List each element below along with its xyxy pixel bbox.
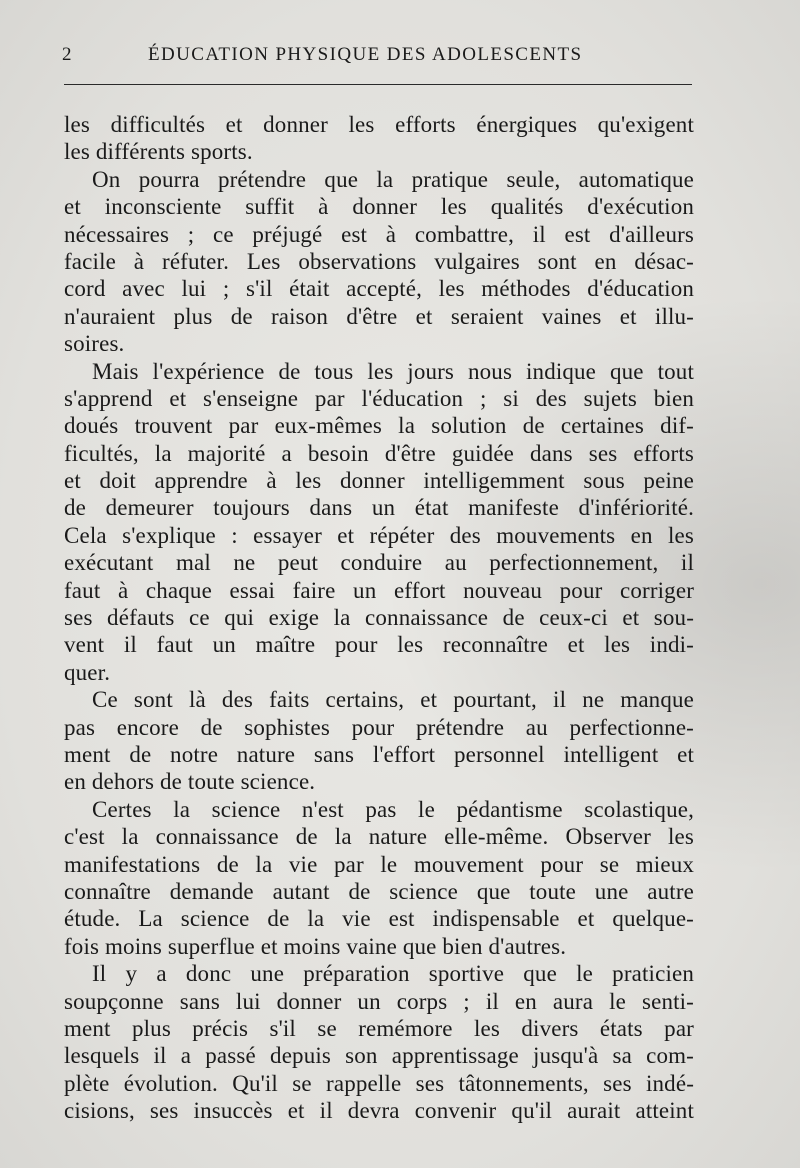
text-line: Cela s'explique : essayer et répéter des mouvements en les — [64, 522, 694, 548]
text-line: faut à chaque essai faire un effort nouveau pour corriger — [64, 577, 694, 603]
text-line: les difficultés et donner les efforts énergiques qu'exigent — [64, 112, 694, 137]
text-line: plète évolution. Qu'il se rappelle ses tâtonnements, ses indé- — [64, 1070, 694, 1096]
header-rule — [64, 84, 692, 85]
text-line: exécutant mal ne peut conduire au perfectionnement, il — [64, 550, 694, 576]
text-line: ment de notre nature sans l'effort personnel intelligent et — [64, 741, 694, 767]
text-line: de demeurer toujours dans un état manifeste d'infériorité. — [64, 495, 694, 521]
page-header — [62, 44, 694, 74]
text-line: pas encore de sophistes pour prétendre au perfectionne- — [64, 714, 694, 740]
text-line: doués trouvent par eux-mêmes la solution de certaines dif- — [64, 413, 694, 439]
text-line: c'est la connaissance de la nature elle-même. Observer les — [64, 824, 694, 850]
text-line: ment plus précis s'il se remémore les divers états par — [64, 1015, 694, 1041]
text-line: facile à réfuter. Les observations vulgaires sont en désac- — [64, 248, 694, 274]
text-line: manifestations de la vie par le mouvement pour se mieux — [64, 851, 694, 877]
text-line: Certes la science n'est pas le pédantisme scolastique, — [92, 796, 694, 822]
text-line: Mais l'expérience de tous les jours nous indique que tout — [92, 358, 694, 384]
text-line: cisions, ses insuccès et il devra convenir qu'il aurait atteint — [64, 1098, 694, 1124]
text-line: soupçonne sans lui donner un corps ; il en aura le senti- — [64, 988, 694, 1014]
text-line: lesquels il a passé depuis son apprentissage jusqu'à sa com- — [64, 1043, 694, 1069]
text-line: en dehors de toute science. — [64, 769, 316, 795]
text-line: étude. La science de la vie est indispensable et quelque- — [64, 906, 694, 932]
text-line: Ce sont là des faits certains, et pourtant, il ne manque — [92, 687, 694, 713]
text-line: On pourra prétendre que la pratique seule, automatique — [92, 166, 694, 192]
text-line: quer. — [64, 659, 111, 685]
text-line: nécessaires ; ce préjugé est à combattre, il est d'ailleurs — [64, 221, 694, 247]
text-line: et inconsciente suffit à donner les qualités d'exécution — [64, 194, 694, 220]
text-line: s'apprend et s'enseigne par l'éducation ; si des sujets bien — [64, 385, 694, 411]
text-line: cord avec lui ; s'il était accepté, les méthodes d'éducation — [64, 276, 694, 302]
text-line: et doit apprendre à les donner intelligemment sous peine — [64, 468, 694, 494]
running-title: ÉDUCATION PHYSIQUE DES ADOLESCENTS — [148, 44, 583, 65]
text-line: n'auraient plus de raison d'être et seraient vaines et illu- — [64, 303, 694, 329]
text-line: ficultés, la majorité a besoin d'être guidée dans ses efforts — [64, 440, 694, 466]
text-line: ses défauts ce qui exige la connaissance de ceux-ci et sou- — [64, 605, 694, 631]
text-line: fois moins superflue et moins vaine que bien d'autres. — [64, 933, 567, 959]
text-line: connaître demande autant de science que toute une autre — [64, 878, 694, 904]
body-text — [64, 111, 694, 1124]
text-line: Il y a donc une préparation sportive que le praticien — [92, 961, 694, 987]
text-line: soires. — [64, 331, 125, 357]
text-line: vent il faut un maître pour les reconnaître et les indi- — [64, 632, 694, 658]
page-number: 2 — [62, 44, 72, 65]
text-line: les différents sports. — [64, 139, 253, 165]
